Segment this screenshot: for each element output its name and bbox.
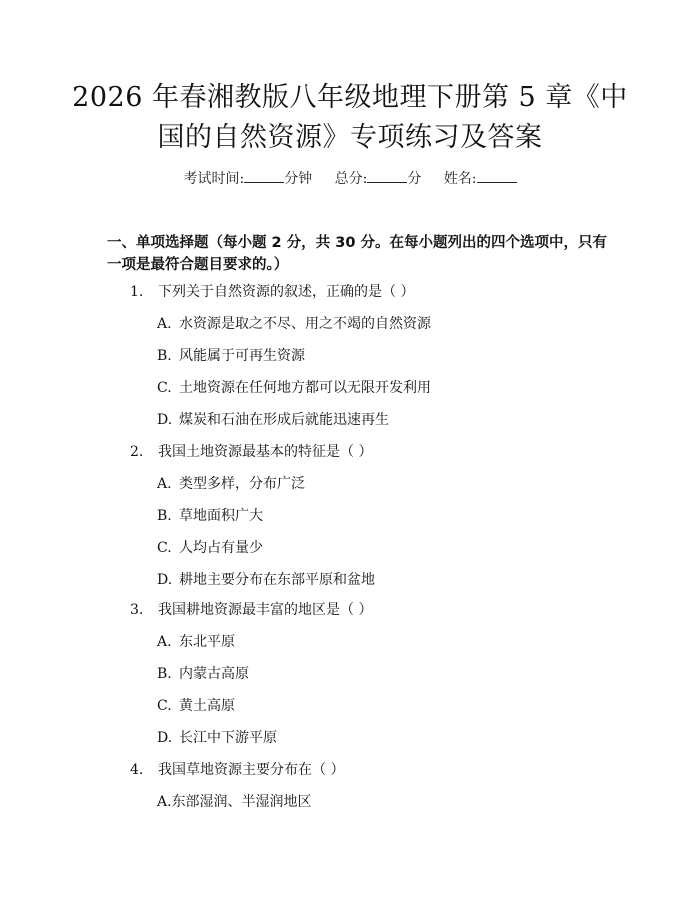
option-text: 耕地主要分布在东部平原和盆地	[179, 572, 375, 588]
option-letter: C.	[157, 698, 172, 714]
question-text: 我国草地资源主要分布在（ ）	[158, 762, 345, 778]
question-text: 我国土地资源最基本的特征是（ ）	[158, 444, 373, 460]
option-text: 类型多样，分布广泛	[179, 476, 305, 492]
question-3-option-b	[157, 664, 249, 684]
option-text: 内蒙古高原	[179, 666, 249, 682]
exam-time-label: 考试时间:	[183, 171, 245, 187]
option-text: 土地资源在任何地方都可以无限开发利用	[179, 380, 431, 396]
option-text: 长江中下游平原	[179, 730, 277, 746]
option-letter: B.	[157, 348, 172, 364]
question-3-option-c	[157, 696, 235, 716]
exam-time-unit: 分钟	[284, 171, 313, 187]
student-name-label: 姓名:	[443, 171, 477, 187]
question-2-option-c	[157, 538, 263, 558]
student-name-blank	[477, 170, 517, 183]
question-1	[130, 282, 414, 302]
option-text: 水资源是取之不尽、用之不竭的自然资源	[179, 316, 431, 332]
option-letter: D.	[157, 730, 173, 746]
option-text: 东北平原	[179, 634, 235, 650]
question-2-option-b	[157, 506, 263, 526]
question-2-option-d	[157, 570, 375, 590]
option-letter: A.	[157, 316, 172, 332]
total-score-label: 总分:	[334, 171, 368, 187]
option-text: 风能属于可再生资源	[179, 348, 305, 364]
title-line-2: 国的自然资源》专项练习及答案	[157, 122, 543, 153]
question-1-option-d	[157, 410, 389, 430]
option-text: 草地面积广大	[179, 508, 263, 524]
question-number: 2.	[130, 444, 144, 460]
section-heading: 一、单项选择题（每小题 2 分，共 30 分。在每小题列出的四个选项中，只有一项是最符合题目要求的。）	[107, 235, 607, 273]
question-1-option-b	[157, 346, 305, 366]
option-letter: D.	[157, 572, 173, 588]
option-letter: C.	[157, 380, 172, 396]
option-text: 东部湿润、半湿润地区	[171, 794, 312, 810]
option-letter: A.	[157, 476, 172, 492]
total-score-unit: 分	[407, 171, 422, 187]
option-letter: B.	[157, 666, 172, 682]
option-letter: A.	[157, 794, 172, 810]
exam-time-blank	[244, 170, 284, 183]
question-1-option-a	[157, 314, 431, 334]
question-1-option-c	[157, 378, 431, 398]
question-3-option-a	[157, 632, 235, 652]
question-number: 4.	[130, 762, 144, 778]
question-3-option-d	[157, 728, 277, 748]
total-score-blank	[367, 170, 407, 183]
option-text: 人均占有量少	[179, 540, 263, 556]
question-4-option-a	[157, 792, 312, 812]
exam-meta-line	[0, 168, 700, 188]
option-letter: A.	[157, 634, 172, 650]
title-line-1: 2026 年春湘教版八年级地理下册第 5 章《中	[72, 82, 628, 113]
option-letter: D.	[157, 412, 173, 428]
question-2	[130, 442, 372, 462]
exam-time-field	[183, 171, 316, 187]
option-letter: C.	[157, 540, 172, 556]
question-3	[130, 600, 372, 620]
question-4	[130, 760, 344, 780]
option-letter: B.	[157, 508, 172, 524]
student-name-field	[444, 171, 517, 187]
option-text: 煤炭和石油在形成后就能迅速再生	[179, 412, 389, 428]
total-score-field	[335, 171, 426, 187]
question-number: 1.	[130, 284, 144, 300]
question-text: 下列关于自然资源的叙述，正确的是（ ）	[158, 284, 415, 300]
question-2-option-a	[157, 474, 305, 494]
option-text: 黄土高原	[179, 698, 235, 714]
question-number: 3.	[130, 602, 144, 618]
question-text: 我国耕地资源最丰富的地区是（ ）	[158, 602, 373, 618]
document-title	[60, 78, 640, 158]
